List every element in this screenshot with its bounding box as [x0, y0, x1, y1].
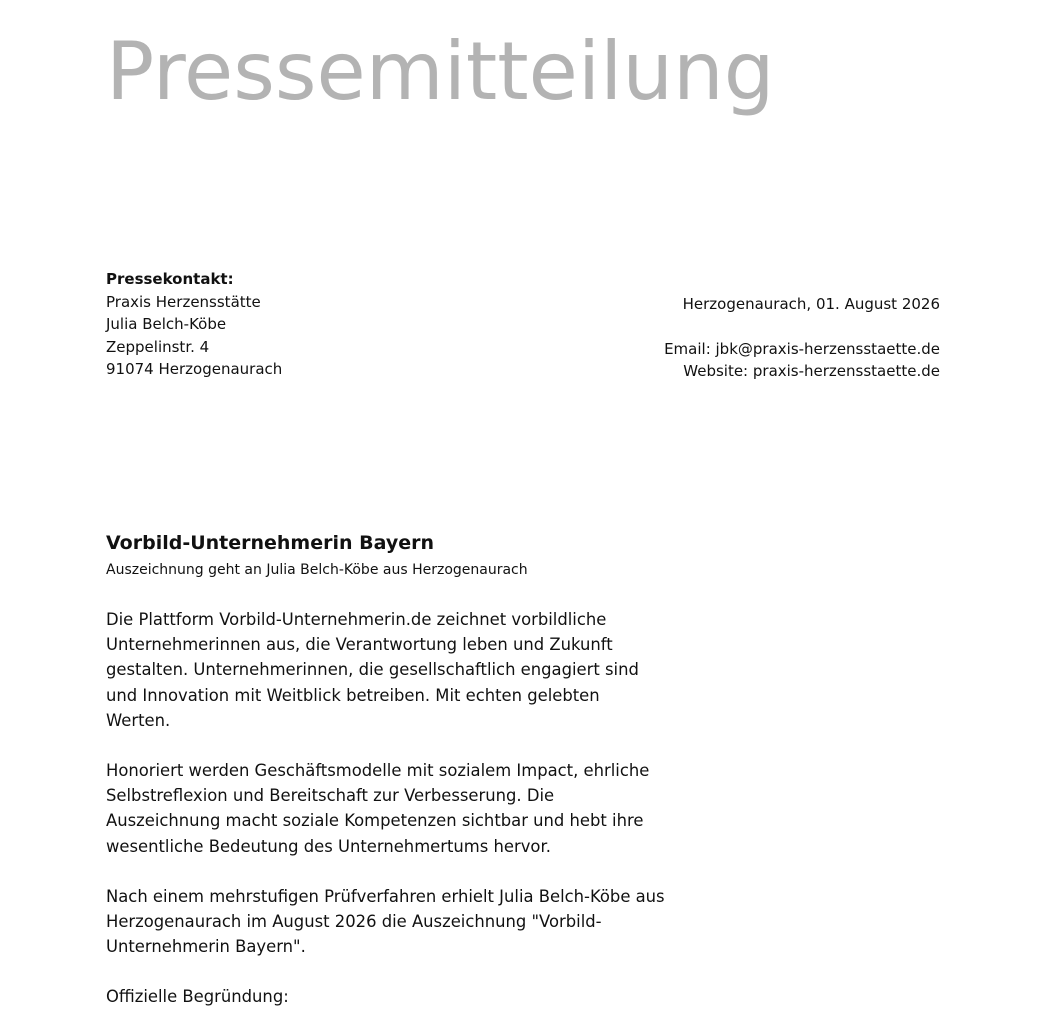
article-paragraph: Offizielle Begründung:	[106, 987, 289, 1007]
contact-person: Julia Belch-Köbe	[106, 315, 227, 333]
article-paragraph: Die Plattform Vorbild-Unternehmerin.de zeichnet vorbildliche Unternehmerinnen aus, die Verantwortung leben und Zukunft gestalten. Unternehmerinnen, die gesellschaftlich engagiert sind und Innovation mit Weitblick betreiben. Mit echten gelebten Werten.	[106, 610, 639, 730]
contact-details-block	[664, 293, 940, 383]
contact-city: 91074 Herzogenaurach	[106, 360, 283, 378]
article-body	[106, 607, 666, 1035]
place-date: Herzogenaurach, 01. August 2026	[682, 295, 940, 313]
article-paragraph: Honoriert werden Geschäftsmodelle mit sozialem Impact, ehrliche Selbstreflexion und Bereitschaft zur Verbesserung. Die Auszeichnung macht soziale Kompetenzen sichtbar und hebt ihre wesentliche Bedeutung des Unternehmertums hervor.	[106, 761, 650, 856]
article-paragraph: Nach einem mehrstufigen Prüfverfahren erhielt Julia Belch-Köbe aus Herzogenaurach im August 2026 die Auszeichnung "Vorbild-Unternehmerin Bayern".	[106, 886, 665, 957]
contact-email: Email: jbk@praxis-herzensstaette.de	[664, 339, 940, 358]
press-contact-block	[106, 268, 282, 381]
contact-website: Website: praxis-herzensstaette.de	[683, 362, 940, 380]
contact-organization: Praxis Herzensstätte	[106, 292, 261, 311]
contact-street: Zeppelinstr. 4	[106, 337, 210, 356]
spacer	[664, 316, 940, 338]
article-headline: Vorbild-Unternehmerin Bayern	[106, 532, 435, 554]
article-subheadline: Auszeichnung geht an Julia Belch-Köbe aus Herzogenaurach	[106, 562, 528, 578]
document-title: Pressemitteilung	[106, 25, 775, 118]
press-contact-heading: Pressekontakt:	[106, 270, 234, 288]
